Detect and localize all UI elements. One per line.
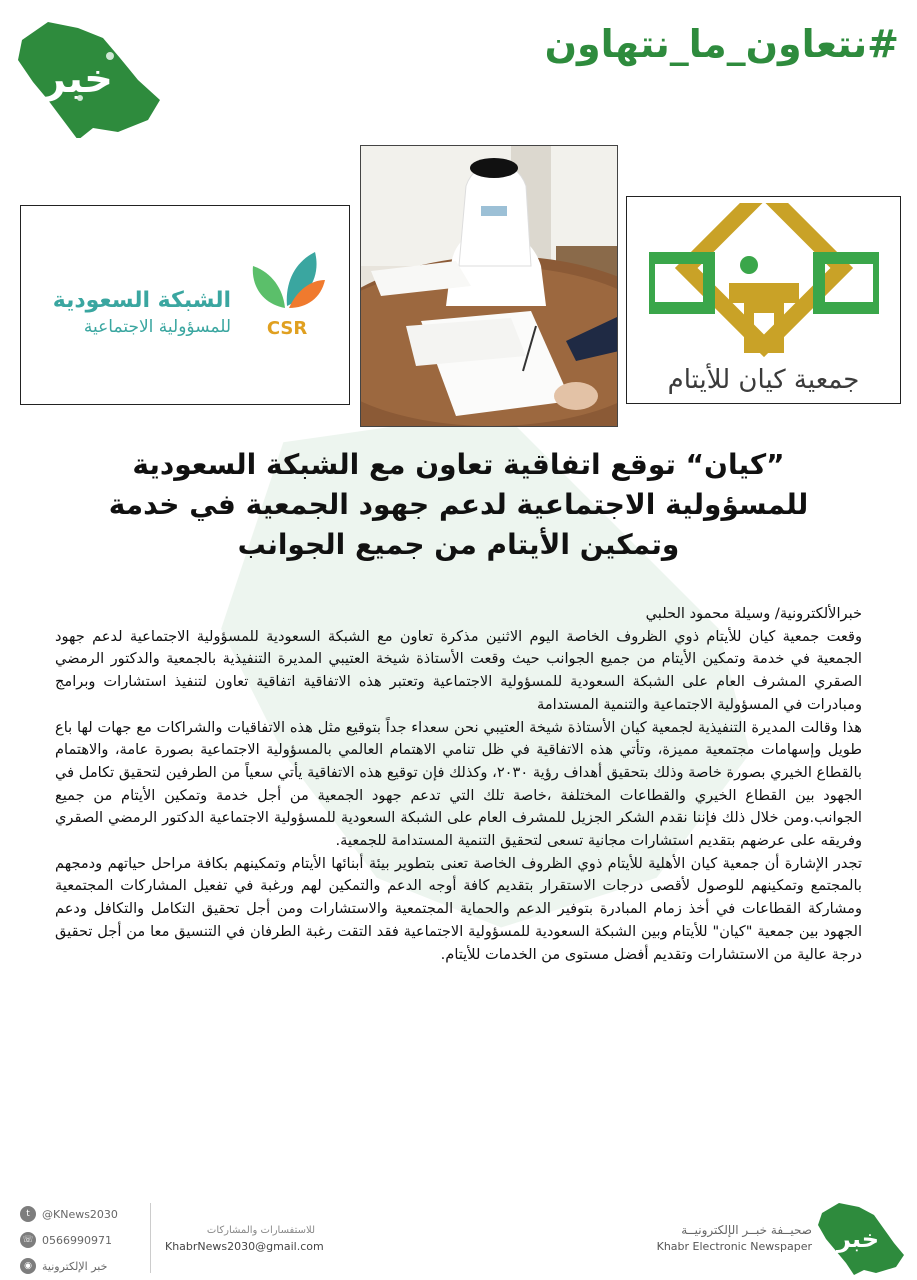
csr-logo-image — [20, 205, 350, 405]
whatsapp-number: 0566990971 — [42, 1233, 112, 1247]
social-links — [20, 1201, 118, 1279]
hashtag: #نتعاون_ما_نتهاون — [544, 22, 899, 66]
khabr-logo-text: خبر — [42, 56, 114, 102]
khabr-logo — [8, 10, 168, 138]
twitter-link[interactable] — [20, 1201, 118, 1227]
whatsapp-icon: ☏ — [20, 1232, 36, 1248]
kayan-logo-image — [626, 196, 901, 404]
leaf-icon — [245, 246, 327, 341]
csr-subtitle: للمسؤولية الاجتماعية — [83, 317, 231, 337]
contact-email[interactable]: KhabrNews2030@gmail.com — [165, 1240, 324, 1253]
kayan-emblem-icon — [649, 203, 879, 363]
article-byline: خبرالألكترونية/ وسيلة محمود الحلبي — [645, 605, 862, 622]
article-body — [55, 603, 862, 966]
twitter-handle: @KNews2030 — [42, 1207, 118, 1221]
snapchat-handle: خبر الإلكترونية — [42, 1259, 108, 1273]
footer-khabr-logo — [814, 1195, 909, 1275]
brand-name-ar: صحيــفة خبــر الإلكترونيــة — [681, 1223, 812, 1237]
article-paragraph: وقعت جمعية كيان للأيتام ذوي الظروف الخاصة اليوم الاثنين مذكرة تعاون مع الشبكة السعودية للمسؤولية الاجتماعية لدعم جهود الجمعية في خدمة وتمكين الأيتام من جميع الجوانب حيث وقعت الأستاذة شيخة العتيبي المديرة التنفيذية بالجمعية والدكتور الرمضي الصقري المشرف العام على الشبكة السعودية للمسؤولية الاجتماعية وتعتبر هذه الاتفاقية اتفاقية تعاون لتنفيذ استشارات وبرامج ومبادرات في المسؤولية الاجتماعية والتنمية المستدامة — [55, 627, 862, 713]
twitter-icon: t — [20, 1206, 36, 1222]
footer — [0, 1195, 917, 1280]
brand-name-en: Khabr Electronic Newspaper — [656, 1240, 812, 1253]
article-headline: ”كيان“ توقع اتفاقية تعاون مع الشبكة السعودية للمسؤولية الاجتماعية لدعم جهود الجمعية في خدمة وتمكين الأيتام من جميع الجوانب — [108, 448, 809, 561]
contact-label: للاستفسارات والمشاركات — [206, 1225, 315, 1236]
csr-title: الشبكة السعودية — [52, 288, 231, 313]
whatsapp-link[interactable] — [20, 1227, 118, 1253]
snapchat-link[interactable] — [20, 1253, 118, 1279]
article-paragraph: هذا وقالت المديرة التنفيذية لجمعية كيان الأستاذة شيخة العتيبي نحن سعداء جداً بتوقيع مثل هذه الاتفاقيات والشراكات مع جهات لها باع طويل وإسهامات مجتمعية مميزة، وتأتي هذه الاتفاقية في ظل تنامي الاهتمام العالمي بالمسؤولية الاجتماعية بصورة عامة، والاهتمام بالقطاع الخيري بصورة خاصة وذلك بتحقيق أهداف رؤية ٢٠٣٠، وكذلك فإن توقيع هذه الاتفاقية يأتي سعياً من الطرفين لتحقيق تكامل في الجهود بين القطاع الخيري والقطاعات المختلفة ،خاصة تلك التي تدعم جهود الجمعية من أجل خدمة وتمكين الأيتام من جميع الجوانب.ومن خلال ذلك فإننا نقدم الشكر الجزيل للمشرف العام على الشبكة السعودية للمسؤولية الاجتماعية الدكتور الرمضي الصقري وفريقه على عرضهم بتقديم استشارات مجانية تسعى لتحقيق التنمية المستدامة للجمعية. — [55, 718, 862, 850]
article-paragraph: تجدر الإشارة أن جمعية كيان الأهلية للأيتام ذوي الظروف الخاصة تعنى بتطوير بيئة أبنائها الأيتام وتمكينهم بكافة مراحل حياتهم ودمجهم بالمجتمع وتمكينهم للوصول لأقصى درجات الاستقرار بتقديم كافة أوجه الدعم والتمكين لهم ورغبة في تفعيل المشاركات المجتمعية ومشاركة القطاعات في أخذ زمام المبادرة بتوفير الدعم والحماية المجتمعية والاستشارات ومن أجل تحقيق التكامل والتكافل ودعم الجهود بين جمعية "كيان" للأيتام وبين الشبكة السعودية للمسؤولية الاجتماعية فقد التقت رغبة الطرفان في التنسيق معا من أجل تحقيق درجة عالية من الاستشارات وتقديم أفضل مستوى من الخدمات للأيتام. — [55, 854, 862, 963]
contact-block — [165, 1225, 324, 1253]
footer-divider — [150, 1203, 151, 1273]
signing-photo — [360, 145, 618, 427]
snapchat-icon: ◉ — [20, 1258, 36, 1274]
brand-block — [657, 1223, 812, 1253]
csr-badge: CSR — [266, 318, 308, 339]
kayan-caption: جمعية كيان للأيتام — [667, 365, 860, 395]
footer-logo-text: خبر — [836, 1225, 880, 1253]
